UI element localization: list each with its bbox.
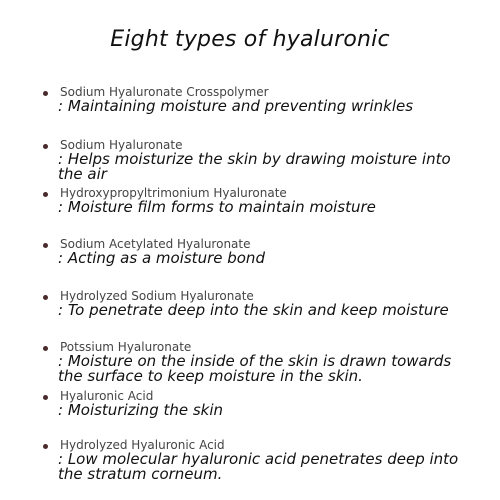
ingredient-description: : To penetrate deep into the skin and keep moisture [58, 301, 449, 319]
ingredient-name: Hydrolyzed Hyaluronic Acid [60, 438, 225, 452]
bullet-dot-icon [43, 243, 48, 248]
ingredient-name: Sodium Acetylated Hyaluronate [60, 237, 251, 251]
ingredient-name: Hyaluronic Acid [60, 389, 154, 403]
ingredient-description: : Acting as a moisture bond [58, 249, 265, 267]
ingredient-description: : Helps moisturize the skin by drawing moisture into the air [58, 150, 451, 183]
ingredient-name: Potssium Hyaluronate [60, 340, 192, 354]
ingredient-description: : Moisturizing the skin [58, 401, 224, 419]
bullet-dot-icon [43, 395, 48, 400]
bullet-dot-icon [43, 444, 48, 449]
ingredient-description: : Low molecular hyaluronic acid penetrates deep into the stratum corneum. [58, 450, 459, 483]
bullet-dot-icon [43, 295, 48, 300]
bullet-dot-icon [43, 346, 48, 351]
ingredient-name: Hydroxypropyltrimonium Hyaluronate [60, 186, 287, 200]
bullet-dot-icon [43, 144, 48, 149]
bullet-dot-icon [43, 192, 48, 197]
ingredient-description: : Moisture film forms to maintain moisture [58, 198, 376, 216]
page-title: Eight types of hyaluronic [110, 27, 390, 52]
ingredient-description: : Moisture on the inside of the skin is drawn towards the surface to keep moisture in the skin. [58, 352, 452, 385]
ingredient-description: : Maintaining moisture and preventing wrinkles [58, 97, 414, 115]
ingredient-name: Sodium Hyaluronate [60, 138, 183, 152]
ingredient-name: Sodium Hyaluronate Crosspolymer [60, 85, 269, 99]
ingredient-name: Hydrolyzed Sodium Hyaluronate [60, 289, 254, 303]
bullet-dot-icon [43, 91, 48, 96]
